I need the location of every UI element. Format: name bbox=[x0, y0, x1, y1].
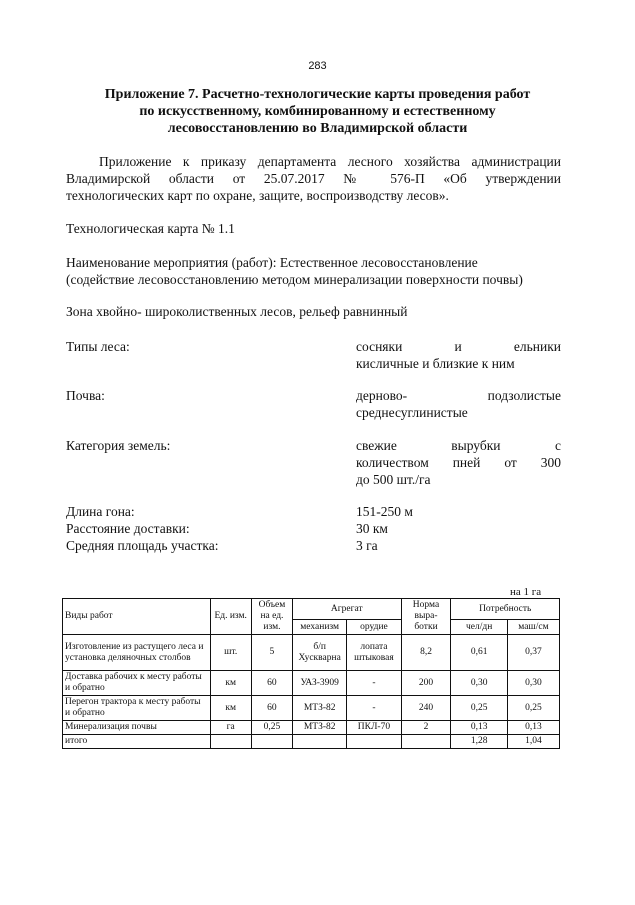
activity-line: (содействие лесовосстановлению методом минерализации поверхности почвы) bbox=[66, 272, 523, 287]
cell-volume: 60 bbox=[251, 671, 292, 696]
header-volume: Объем на ед. изм. bbox=[251, 599, 292, 635]
cell-norm: 200 bbox=[401, 671, 451, 696]
header-machine-shifts: маш/см bbox=[507, 620, 559, 635]
activity-name bbox=[66, 254, 523, 288]
cell-empty bbox=[347, 735, 401, 749]
delivery-value: 30 км bbox=[356, 521, 388, 536]
cell-volume: 60 bbox=[251, 696, 292, 721]
cell-man-days: 0,30 bbox=[451, 671, 507, 696]
cell-tool: ПКЛ-70 bbox=[347, 721, 401, 735]
cell-mechanism: МТЗ-82 bbox=[293, 696, 347, 721]
cell-machine-shifts: 0,37 bbox=[507, 635, 559, 671]
cell-unit: шт. bbox=[210, 635, 251, 671]
value-line: до 500 шт./га bbox=[356, 472, 431, 487]
cell-empty bbox=[293, 735, 347, 749]
cell-total-man-days: 1,28 bbox=[451, 735, 507, 749]
header-tool: орудие bbox=[347, 620, 401, 635]
cell-machine-shifts: 0,25 bbox=[507, 696, 559, 721]
table-row bbox=[63, 721, 560, 735]
cell-total-label: итого bbox=[63, 735, 211, 749]
title-line: лесовосстановлению во Владимирской области bbox=[167, 121, 468, 136]
intro-line: Приложение к приказу департамента лесного хозяйства администрации bbox=[99, 154, 561, 169]
soil-label: Почва: bbox=[66, 388, 105, 403]
cell-tool: - bbox=[347, 671, 401, 696]
header-norm: Норма выра-ботки bbox=[401, 599, 451, 635]
value-line: дерново- подзолистые bbox=[356, 388, 561, 403]
cell-work: Минерализация почвы bbox=[63, 721, 211, 735]
document-title bbox=[60, 86, 575, 137]
cell-empty bbox=[251, 735, 292, 749]
delivery-label: Расстояние доставки: bbox=[66, 521, 190, 536]
cell-tool: - bbox=[347, 696, 401, 721]
card-number: Технологическая карта № 1.1 bbox=[66, 221, 235, 236]
cell-mechanism: б/п Хускварна bbox=[293, 635, 347, 671]
cell-unit: км bbox=[210, 696, 251, 721]
table-row bbox=[63, 635, 560, 671]
forest-types-label: Типы леса: bbox=[66, 339, 130, 354]
distance-label: Длина гона: bbox=[66, 504, 135, 519]
cell-work: Доставка рабочих к месту работы и обратно bbox=[63, 671, 211, 696]
title-line: Приложение 7. Расчетно-технологические карты проведения работ bbox=[104, 87, 531, 102]
distance-value: 151-250 м bbox=[356, 504, 413, 519]
cell-work: Изготовление из растущего леса и установка деляночных столбов bbox=[63, 635, 211, 671]
header-aggregate: Агрегат bbox=[293, 599, 402, 620]
value-line: среднесуглинистые bbox=[356, 405, 468, 420]
cell-empty bbox=[401, 735, 451, 749]
table-row bbox=[63, 671, 560, 696]
forest-types-value bbox=[356, 338, 561, 372]
cell-machine-shifts: 0,13 bbox=[507, 721, 559, 735]
intro-paragraph bbox=[66, 153, 561, 204]
value-line: свежие вырубки с bbox=[356, 438, 561, 453]
cell-unit: га bbox=[210, 721, 251, 735]
cell-tool: лопата штыковая bbox=[347, 635, 401, 671]
table-row bbox=[63, 696, 560, 721]
value-line: кисличные и близкие к ним bbox=[356, 356, 515, 371]
title-line: по искусственному, комбинированному и естественному bbox=[139, 104, 496, 119]
works-table bbox=[62, 598, 560, 749]
area-label: Средняя площадь участка: bbox=[66, 538, 219, 553]
cell-volume: 5 bbox=[251, 635, 292, 671]
per-unit-note: на 1 га bbox=[510, 586, 542, 598]
cell-norm: 8,2 bbox=[401, 635, 451, 671]
land-category-label: Категория земель: bbox=[66, 438, 171, 453]
cell-total-machine-shifts: 1,04 bbox=[507, 735, 559, 749]
table-total-row bbox=[63, 735, 560, 749]
area-value: 3 га bbox=[356, 538, 378, 553]
cell-man-days: 0,61 bbox=[451, 635, 507, 671]
cell-man-days: 0,13 bbox=[451, 721, 507, 735]
header-unit: Ед. изм. bbox=[210, 599, 251, 635]
intro-line: Владимирской области от 25.07.2017 № 576-П «Об утверждении bbox=[66, 171, 561, 186]
cell-norm: 240 bbox=[401, 696, 451, 721]
cell-norm: 2 bbox=[401, 721, 451, 735]
activity-line: Наименование мероприятия (работ): Естественное лесовосстановление bbox=[66, 255, 478, 270]
cell-empty bbox=[210, 735, 251, 749]
page-number: 283 bbox=[308, 60, 327, 72]
cell-unit: км bbox=[210, 671, 251, 696]
cell-mechanism: МТЗ-82 bbox=[293, 721, 347, 735]
intro-line: технологических карт по охране, защите, воспроизводству лесов». bbox=[66, 188, 449, 203]
soil-value bbox=[356, 387, 561, 421]
cell-work: Перегон трактора к месту работы и обратно bbox=[63, 696, 211, 721]
value-line: сосняки и ельники bbox=[356, 339, 561, 354]
header-need: Потребность bbox=[451, 599, 560, 620]
cell-volume: 0,25 bbox=[251, 721, 292, 735]
header-work-types: Виды работ bbox=[63, 599, 211, 635]
cell-machine-shifts: 0,30 bbox=[507, 671, 559, 696]
cell-mechanism: УАЗ-3909 bbox=[293, 671, 347, 696]
value-line: количеством пней от 300 bbox=[356, 455, 561, 470]
cell-man-days: 0,25 bbox=[451, 696, 507, 721]
header-man-days: чел/дн bbox=[451, 620, 507, 635]
zone-text: Зона хвойно- широколиственных лесов, рельеф равнинный bbox=[66, 304, 408, 319]
header-mechanism: механизм bbox=[293, 620, 347, 635]
land-category-value bbox=[356, 437, 561, 488]
